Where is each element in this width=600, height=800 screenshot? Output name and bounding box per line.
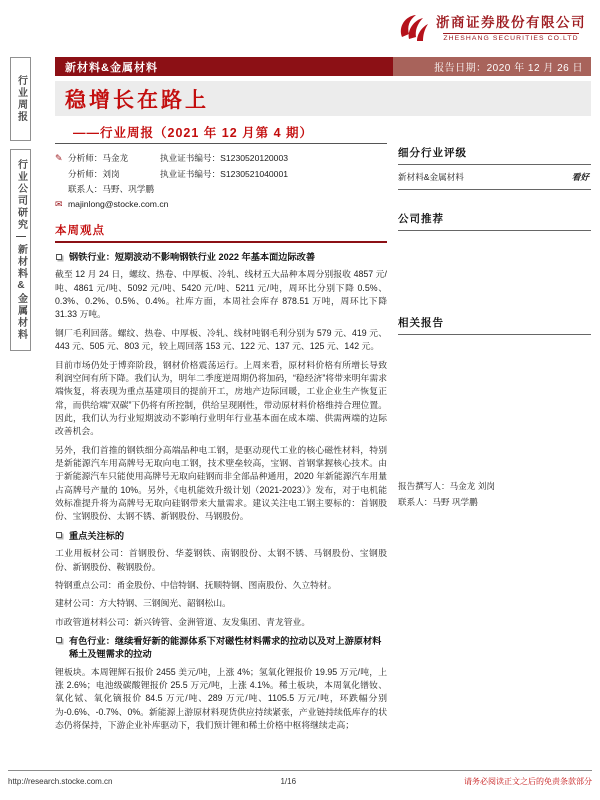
steel-paragraph-1: 截至 12 月 24 日，螺纹、热卷、中厚板、冷轧、线材五大品种本周分别报收 4857 元/吨、4861 元/吨、5092 元/吨、5420 元/吨、5211 元/吨，周环比分别下降 0.5%、0.3%、0.2%、0.5%、0.4%。社库方面，本周社会库存 878.51 万吨，周环比下降 31.33 万吨。	[55, 269, 387, 320]
section-heading-steel	[55, 251, 387, 264]
right-panel	[398, 145, 591, 745]
steel-paragraph-3: 目前市场仍处于博弈阶段，钢材价格震荡运行。上周来看，原材料价格有所增长导致利润空间有所下降。我们认为，明年二季度逆周期仍将加码，“稳经济”将带来明年需求端恢复，将表现为重点基建项目的提前开工，房地产边际回暖，工业企业生产恢复正常，而供给端“双碳”下仍将有所控制，供给呈现刚性，带动原材料价格维持合理位置。因此，我们认为行业短期波动不影响行业明年行业基本面在成本端、供需两端的边际改善机会。	[55, 359, 387, 437]
company-name-en: ZHESHANG SECURITIES CO.LTD	[443, 35, 579, 42]
email-row	[55, 197, 387, 213]
subtitle-divider	[55, 143, 387, 144]
company-name	[436, 11, 586, 42]
page-footer	[8, 770, 592, 787]
steel-paragraph-4: 另外，我们首推的钢铁细分高端品种电工钢，是驱动现代工业的核心磁性材料，特别是新能源汽车用高牌号无取向电工钢，技术壁垒较高，宝钢、首钢掌握核心技术。由于新能源汽车只能使用高牌号无取向硅钢而非全部品种通用，2020 年新能源汽车用量占高牌号产量的 10%。另外，《电机能效升级计划（2021-2023）》发布，对于电机能效标准提升将为高牌号无取向硅钢带来大量需求。建议关注电工钢主要标的：首钢股份、宝钢股份、太钢不锈、新钢股份、马钢股份。	[55, 444, 387, 522]
company-logo	[397, 11, 586, 42]
analyst-email-link[interactable]: majinlong@stocke.com.cn	[68, 199, 169, 210]
nonferrous-paragraph-1: 锂板块。本周锂辉石报价 2455 美元/吨，上涨 4%；氢氧化锂报价 19.95 万元/吨，上涨 2.6%；电池级碳酸锂报价 25.5 万元/吨，上涨 4.1%。稀土板块，本周氧化镨钕、氧化铽、氧化镝报价 84.5 万元/吨、289 万元/吨、1105.5 万元/吨，环跌幅分别为-0.6%、-0.7%、0%。新能源上游原材料现货供应持续紧张，产业链持续低库存的状态仍将保持，下游企业补库驱动下，我们预计锂和稀土价格中枢将继续走高；	[55, 666, 387, 731]
side-tab-category-label: 行业公司研究—新材料&金属材料	[15, 159, 27, 341]
envelope-icon: ✉	[55, 199, 63, 210]
header-bar	[55, 57, 591, 76]
report-contacts-line	[398, 494, 591, 510]
company-name-cn: 浙商证券股份有限公司	[436, 15, 586, 30]
rating-value: 看好	[571, 172, 589, 182]
rating-industry-name: 新材料&金属材料	[398, 172, 464, 182]
report-date	[393, 57, 591, 76]
rating-heading: 细分行业评级	[398, 145, 591, 165]
contacts-label: 联系人：	[398, 497, 433, 508]
page-title: 稳增长在路上	[65, 88, 209, 112]
contact-names: 联系人：马野、巩学鹏	[68, 184, 154, 194]
targets-paragraph-4: 市政管道材料公司：新兴铸管、金洲管道、友发集团、青龙管业。	[55, 616, 311, 627]
rating-row	[398, 165, 591, 190]
report-date-label: 报告日期：2020 年 12 月 26 日	[434, 63, 583, 74]
disclaimer-text: 请务必阅读正文之后的免责条款部分	[464, 777, 592, 786]
side-tab-industry-weekly-label: 行业周报	[15, 75, 27, 123]
company-recommend-block	[398, 211, 591, 231]
section-heading-nonferrous-text: 有色行业：继续看好新的能源体系下对磁性材料需求的拉动以及对上游原材料稀土及锂需求的拉动	[69, 635, 382, 660]
side-tab-category	[10, 149, 31, 351]
page-number: 1/16	[280, 777, 297, 786]
contacts-names: 马野 巩学鹏	[432, 497, 478, 508]
bullet-square-icon	[56, 637, 62, 643]
analyst-row-1	[55, 150, 387, 166]
targets-paragraph-1: 工业用板材公司：首钢股份、华菱钢铁、南钢股份、太钢不锈、马钢股份、宝钢股份、新钢股份、鞍钢股份。	[55, 548, 387, 572]
section-heading-targets-text: 重点关注标的	[69, 530, 125, 541]
weekly-view-heading: 本周观点	[55, 222, 387, 243]
bullet-square-icon	[56, 254, 62, 260]
category-banner	[55, 57, 393, 76]
targets-paragraph-2: 特钢重点公司：甬金股份、中信特钢、抚顺特钢、图南股份、久立特材。	[55, 579, 337, 590]
analyst-block	[55, 150, 387, 213]
research-site-link[interactable]: http://research.stocke.com.cn	[8, 777, 113, 786]
analyst-name-2: 分析师：刘岗	[68, 168, 120, 179]
authors-label: 报告撰写人：	[398, 481, 450, 491]
recommend-heading: 公司推荐	[398, 211, 591, 231]
related-reports-block	[398, 315, 591, 335]
targets-paragraph-3: 建材公司：方大特钢、三钢闽光、韶钢松山。	[55, 598, 231, 609]
related-heading: 相关报告	[398, 315, 591, 335]
section-heading-steel-text: 钢铁行业：短期波动不影响钢铁行业 2022 年基本面边际改善	[69, 252, 316, 262]
analyst-cert-2: 执业证书编号：S1230521040001	[160, 168, 289, 179]
analyst-cert-1: 执业证书编号：S1230520120003	[160, 152, 289, 163]
steel-paragraph-2: 钢厂毛利回落。螺纹、热卷、中厚板、冷轧、线材吨钢毛利分别为 579 元、419 元、443 元、505 元、803 元，较上周回落 153 元、122 元、137 元、125 元、142 元。	[55, 327, 387, 352]
report-subtitle: ——行业周报（2021 年 12 月第 4 期）	[73, 126, 314, 140]
analyst-name-1: 分析师：马金龙	[68, 152, 129, 163]
main-column	[55, 150, 387, 737]
bullet-square-icon	[56, 532, 62, 538]
contact-row	[55, 182, 387, 197]
logo-swirl-icon	[397, 12, 429, 42]
pencil-icon: ✎	[55, 152, 63, 163]
industry-rating-block	[398, 145, 591, 190]
analyst-row-2	[55, 166, 387, 181]
section-heading-nonferrous	[55, 635, 387, 662]
category-banner-label: 新材料&金属材料	[65, 61, 158, 74]
authors-names: 马金龙 刘岗	[449, 481, 495, 491]
side-tab-industry-weekly	[10, 57, 31, 141]
report-authors-line	[398, 478, 591, 494]
report-authors-block	[398, 478, 591, 511]
section-heading-targets	[55, 530, 387, 543]
title-band	[55, 81, 591, 116]
